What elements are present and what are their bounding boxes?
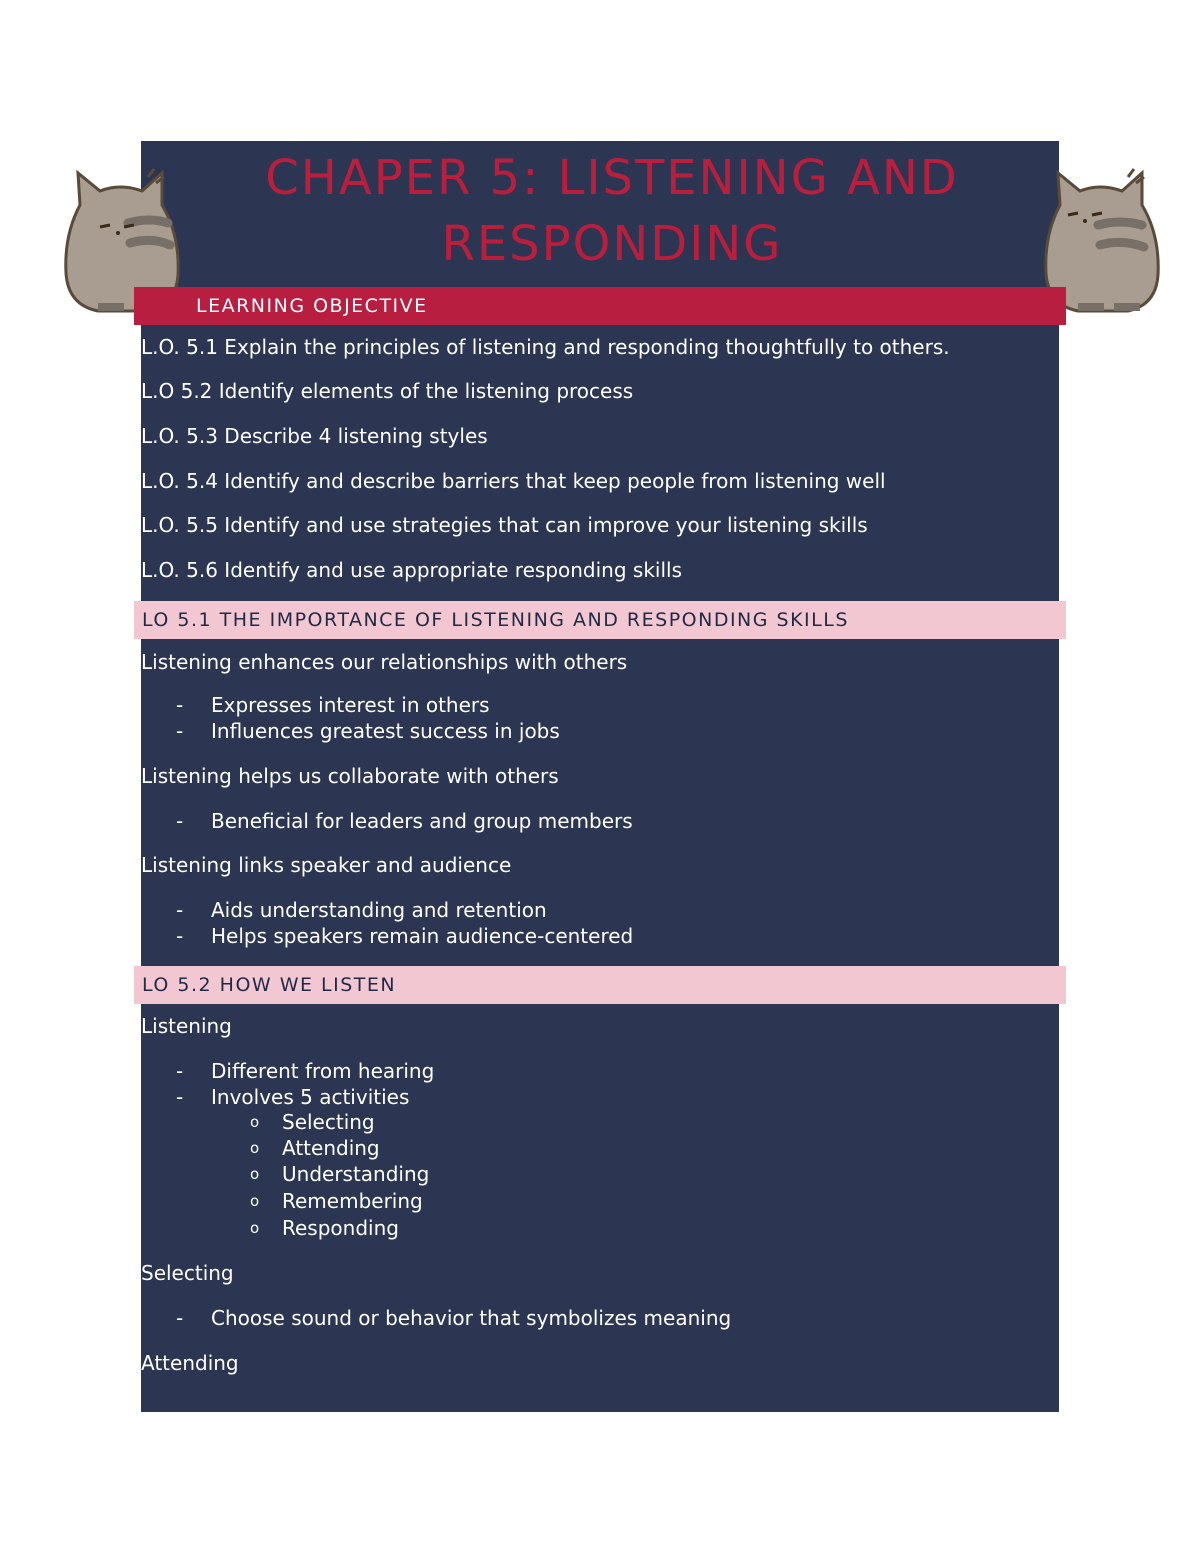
section-heading-lo-5-2: LO 5.2 HOW WE LISTEN (134, 966, 1066, 1004)
paragraph: Attending (141, 1351, 239, 1375)
list-item-text: Influences greatest success in jobs (211, 719, 560, 743)
dash-bullet: - (176, 693, 184, 717)
circle-bullet: o (250, 1165, 260, 1183)
objective-item: L.O. 5.1 Explain the principles of listening and responding thoughtfully to others. (141, 335, 950, 359)
list-item-text: Beneficial for leaders and group members (211, 809, 633, 833)
objective-item: L.O 5.2 Identify elements of the listening process (141, 379, 634, 403)
sub-list-item-text: Selecting (282, 1110, 375, 1134)
objective-item: L.O. 5.6 Identify and use appropriate responding skills (141, 558, 682, 582)
circle-bullet: o (250, 1113, 260, 1131)
paragraph: Listening links speaker and audience (141, 853, 512, 877)
paragraph: Listening enhances our relationships with others (141, 650, 628, 674)
objective-item: L.O. 5.5 Identify and use strategies that can improve your listening skills (141, 513, 868, 537)
dash-bullet: - (176, 1085, 184, 1109)
list-item-text: Expresses interest in others (211, 693, 490, 717)
list-item-text: Choose sound or behavior that symbolizes meaning (211, 1306, 732, 1330)
dash-bullet: - (176, 719, 184, 743)
section-heading-lo-5-1: LO 5.1 THE IMPORTANCE OF LISTENING AND RESPONDING SKILLS (134, 601, 1066, 639)
dash-bullet: - (176, 809, 184, 833)
dash-bullet: - (176, 898, 184, 922)
objective-item: L.O. 5.4 Identify and describe barriers that keep people from listening well (141, 469, 886, 493)
list-item-text: Aids understanding and retention (211, 898, 547, 922)
page-title: CHAPER 5: LISTENING AND RESPONDING (265, 150, 959, 272)
sub-list-item-text: Responding (282, 1216, 399, 1240)
dash-bullet: - (176, 924, 184, 948)
dash-bullet: - (176, 1306, 184, 1330)
dash-bullet: - (176, 1059, 184, 1083)
objective-item: L.O. 5.3 Describe 4 listening styles (141, 424, 488, 448)
sub-list-item-text: Understanding (282, 1162, 430, 1186)
circle-bullet: o (250, 1139, 260, 1157)
list-item-text: Different from hearing (211, 1059, 435, 1083)
sub-list-item-text: Remembering (282, 1189, 423, 1213)
paragraph: Listening (141, 1014, 232, 1038)
list-item-text: Involves 5 activities (211, 1085, 410, 1109)
sub-list-item-text: Attending (282, 1136, 380, 1160)
paragraph: Selecting (141, 1261, 234, 1285)
list-item-text: Helps speakers remain audience-centered (211, 924, 634, 948)
learning-objective-heading: LEARNING OBJECTIVE (134, 287, 1066, 325)
circle-bullet: o (250, 1219, 260, 1237)
paragraph: Listening helps us collaborate with others (141, 764, 559, 788)
circle-bullet: o (250, 1192, 260, 1210)
